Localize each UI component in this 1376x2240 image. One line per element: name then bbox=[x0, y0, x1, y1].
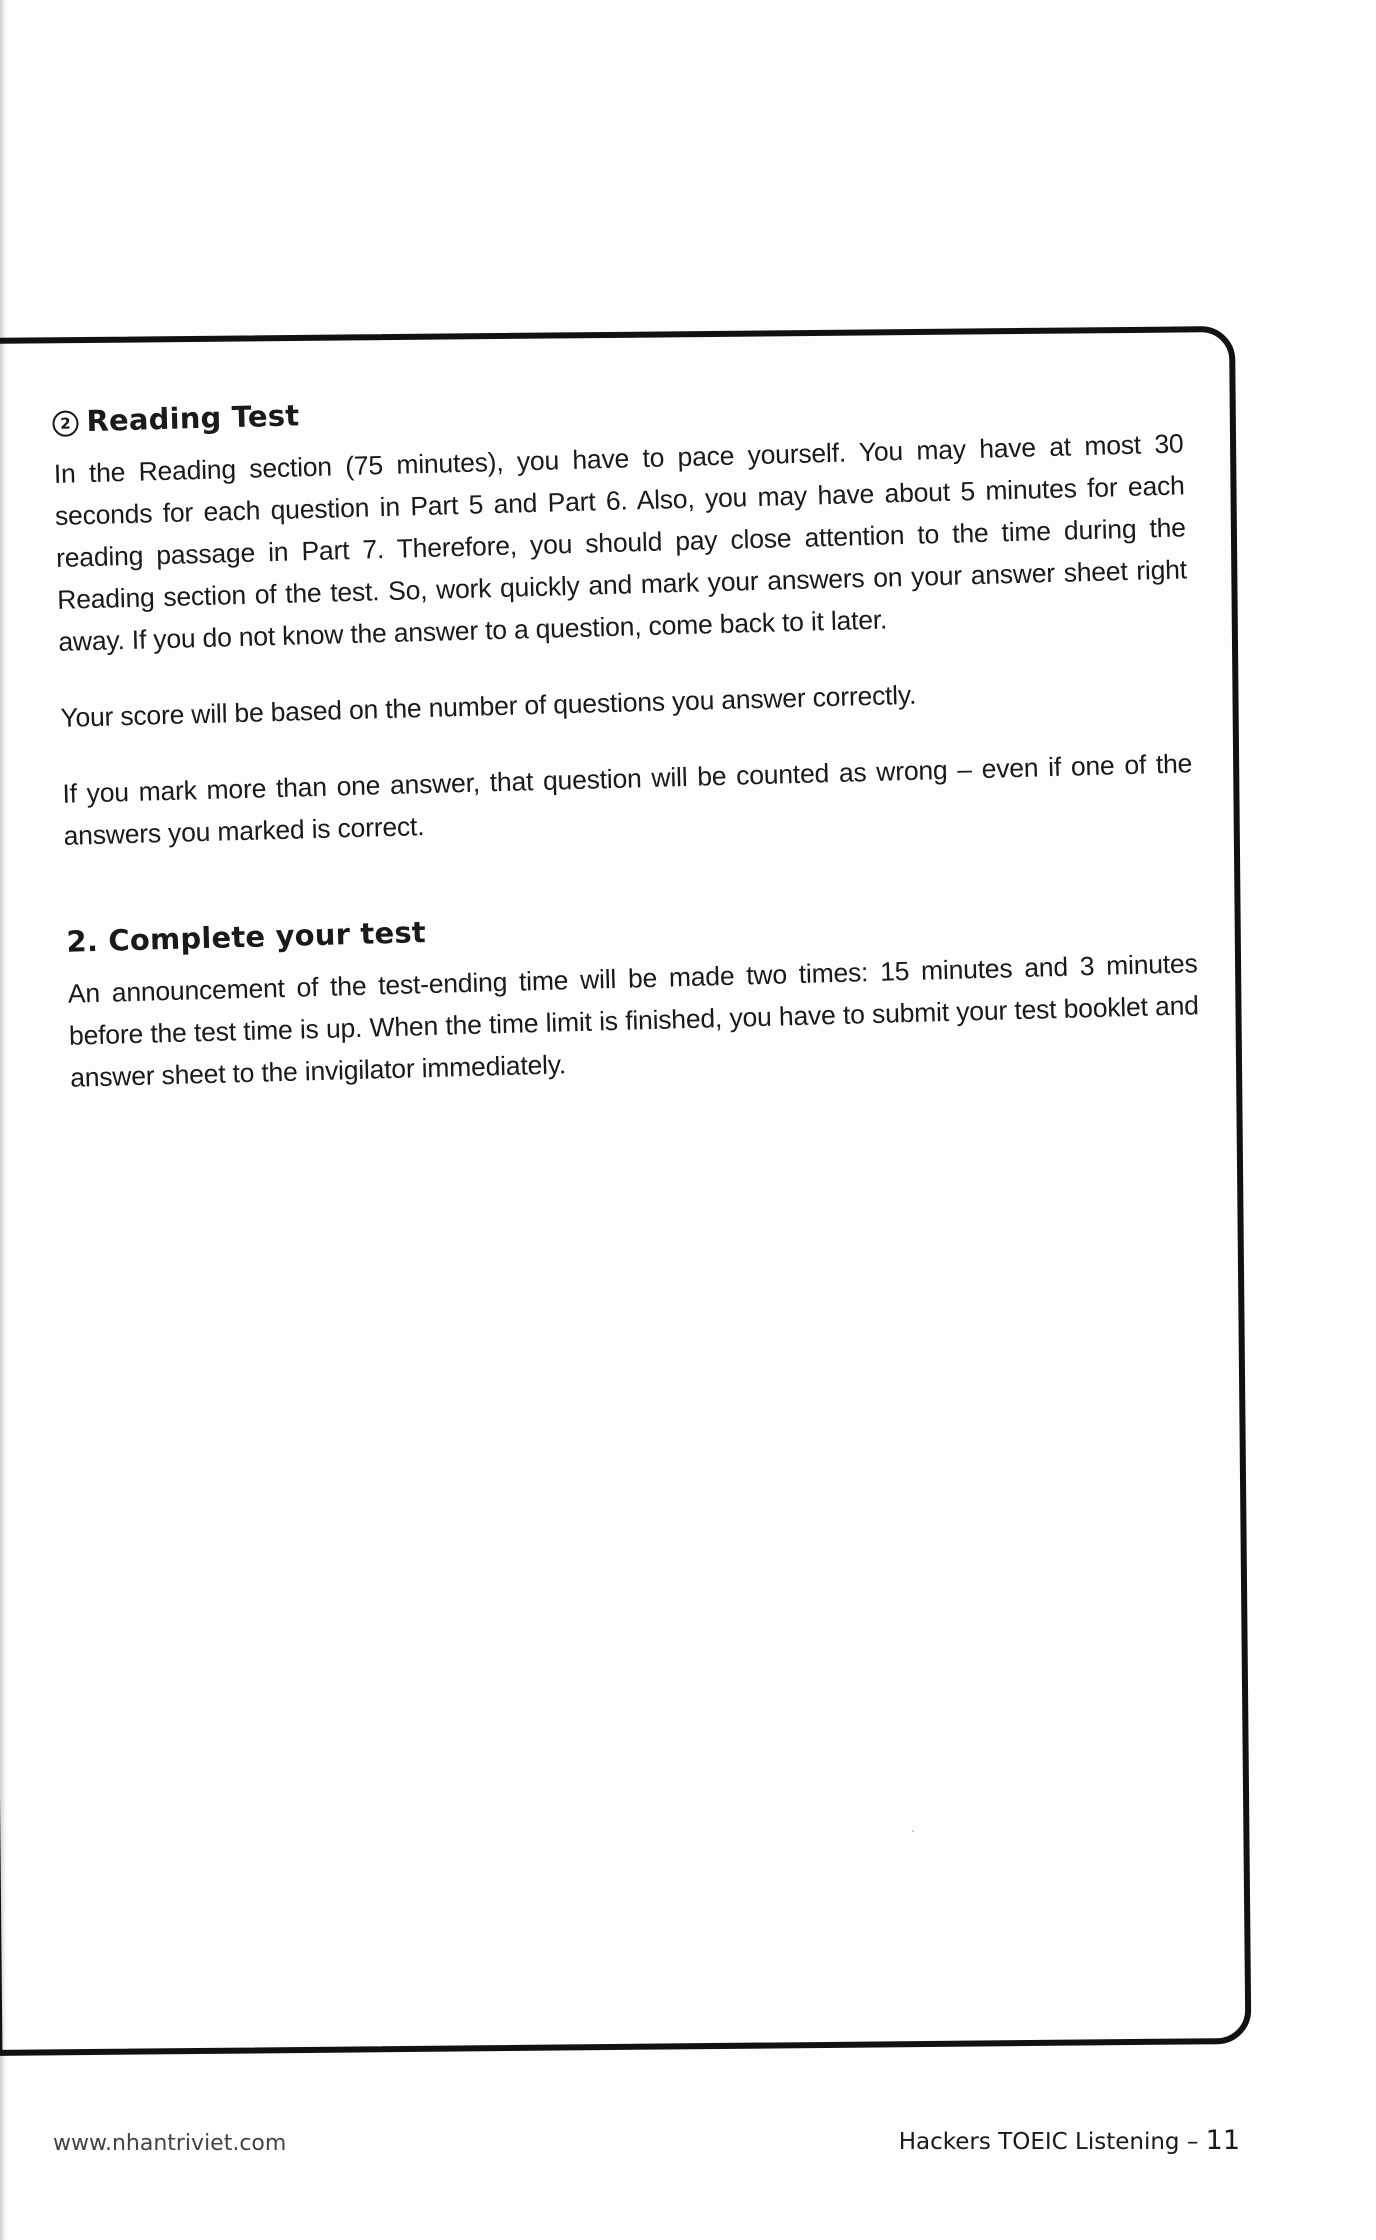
scan-speck bbox=[912, 1830, 914, 1832]
content-area bbox=[52, 374, 1200, 1098]
reading-test-title: Reading Test bbox=[85, 398, 300, 439]
complete-test-section bbox=[66, 894, 1200, 1099]
reading-paragraph-2: Your score will be based on the number of questions you answer correctly. bbox=[60, 679, 917, 733]
reading-paragraph-3: If you mark more than one answer, that question will be counted as wrong – even if one of the answers you marked is correct. bbox=[62, 748, 1193, 851]
page-number: 11 bbox=[1205, 2125, 1240, 2156]
reading-paragraph-1: In the Reading section (75 minutes), you have to pace yourself. You may have at most 30 seconds for each question in Part 5 and Part 6. Also, you may have about 5 minutes for each reading passage in Part 7. Therefore, you should pay close attention to the time during the Reading section of the test. So, work quickly and mark your answers on your answer sheet right away. If you do not know the answer to a question, come back to it later. bbox=[53, 428, 1188, 657]
footer-book-title: Hackers TOEIC Listening – bbox=[898, 2129, 1199, 2155]
circled-number-icon: 2 bbox=[52, 410, 79, 437]
complete-test-heading: 2. Complete your test bbox=[66, 915, 427, 959]
footer-book-info bbox=[899, 2125, 1240, 2156]
complete-test-paragraph: An announcement of the test-ending time will be made two times: 15 minutes and 3 minutes before the test time is up. When the time limit is finished, you have to submit your test booklet and answer sheet to the invigilator immediately. bbox=[67, 948, 1200, 1093]
footer-website: www.nhantriviet.com bbox=[53, 2131, 287, 2156]
